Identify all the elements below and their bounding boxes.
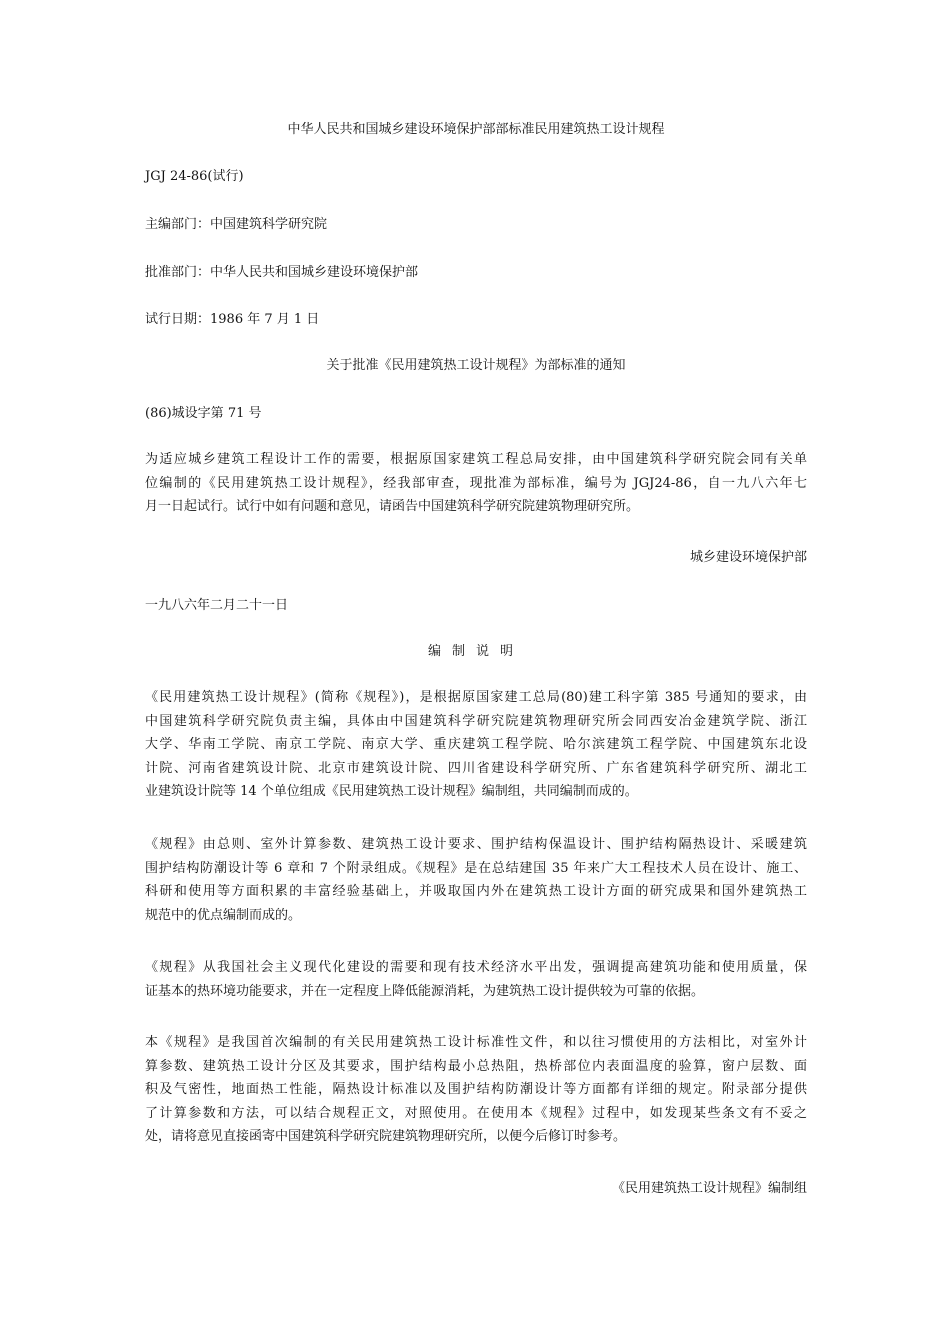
paragraph-line: 业建筑设计院等 14 个单位组成《民用建筑热工设计规程》编制组，共同编制而成的。: [145, 784, 638, 799]
editor-department: 主编部门：中国建筑科学研究院: [145, 217, 328, 232]
paragraph-line: 《民用建筑热工设计规程》(简称《规程》)，是根据原国家建工总局(80)建工科字第 385 号通知的要求，由: [145, 690, 807, 705]
notice-number: (86)城设字第 71 号: [145, 406, 262, 421]
paragraph-line: 算参数、建筑热工设计分区及其要求，围护结构最小总热阻，热桥部位内表面温度的验算，窗户层数、面: [145, 1058, 807, 1074]
notice-title: 关于批准《民用建筑热工设计规程》为部标准的通知: [326, 358, 626, 373]
paragraph-line: 了计算参数和方法，可以结合规程正文，对照使用。在使用本《规程》过程中，如发现某些条文有不妥之: [145, 1105, 807, 1121]
explanation-paragraph-3: [145, 956, 807, 1003]
paragraph-line: 大学、华南工学院、南京工学院、南京大学、重庆建筑工程学院、哈尔滨建筑工程学院、中国建筑东北设: [145, 737, 807, 752]
paragraph-line: 规范中的优点编制而成的。: [145, 907, 302, 923]
explanation-paragraph-4: [145, 1031, 807, 1149]
paragraph-line: 《规程》由总则、室外计算参数、建筑热工设计要求、围护结构保温设计、围护结构隔热设计、采暖建筑: [145, 837, 807, 852]
notice-body-line: 位编制的《民用建筑热工设计规程》，经我部审查，现批准为部标准，编号为 JGJ24-86，自一九八六年七: [145, 475, 807, 491]
notice-body: [145, 448, 807, 519]
paragraph-line: 围护结构防潮设计等 6 章和 7 个附录组成。《规程》是在总结建国 35 年来广大工程技术人员在设计、施工、: [145, 860, 807, 876]
notice-body-line: 为适应城乡建筑工程设计工作的需要，根据原国家建筑工程总局安排，由中国建筑科学研究院会同有关单: [145, 452, 807, 467]
paragraph-line: 科研和使用等方面积累的丰富经验基础上，并吸取国内外在建筑热工设计方面的研究成果和国外建筑热工: [145, 884, 807, 899]
notice-body-line: 月一日起试行。试行中如有问题和意见，请函告中国建筑科学研究院建筑物理研究所。: [145, 499, 640, 514]
explanation-paragraph-2: [145, 833, 807, 927]
explanation-title: 编制说明: [427, 644, 524, 659]
explanation-paragraph-1: [145, 686, 807, 804]
paragraph-line: 本《规程》是我国首次编制的有关民用建筑热工设计标准性文件，和以往习惯使用的方法相比，对室外计: [145, 1035, 807, 1050]
paragraph-line: 积及气密性，地面热工性能，隔热设计标准以及围护结构防潮设计等方面都有详细的规定。附录部分提供: [145, 1082, 807, 1097]
notice-signer: 城乡建设环境保护部: [689, 550, 807, 565]
notice-date: 一九八六年二月二十一日: [145, 598, 289, 613]
paragraph-line: 中国建筑科学研究院负责主编，具体由中国建筑科学研究院建筑物理研究所会同西安冶金建筑学院、浙江: [145, 713, 807, 729]
approving-department: 批准部门：中华人民共和国城乡建设环境保护部: [145, 265, 419, 280]
paragraph-line: 《规程》从我国社会主义现代化建设的需要和现有技术经济水平出发，强调提高建筑功能和使用质量，保: [145, 960, 807, 975]
document-title: 中华人民共和国城乡建设环境保护部部标准民用建筑热工设计规程: [287, 122, 665, 137]
standard-code: JGJ 24-86(试行): [145, 169, 244, 184]
paragraph-line: 证基本的热环境功能要求，并在一定程度上降低能源消耗，为建筑热工设计提供较为可靠的依据。: [145, 983, 705, 999]
paragraph-line: 计院、河南省建筑设计院、北京市建筑设计院、四川省建设科学研究所、广东省建筑科学研究所、湖北工: [145, 760, 807, 776]
trial-date: 试行日期：1986 年 7 月 1 日: [145, 312, 320, 327]
explanation-signer: 《民用建筑热工设计规程》编制组: [611, 1181, 807, 1196]
paragraph-line: 处，请将意见直接函寄中国建筑科学研究院建筑物理研究所，以便今后修订时参考。: [145, 1129, 627, 1144]
